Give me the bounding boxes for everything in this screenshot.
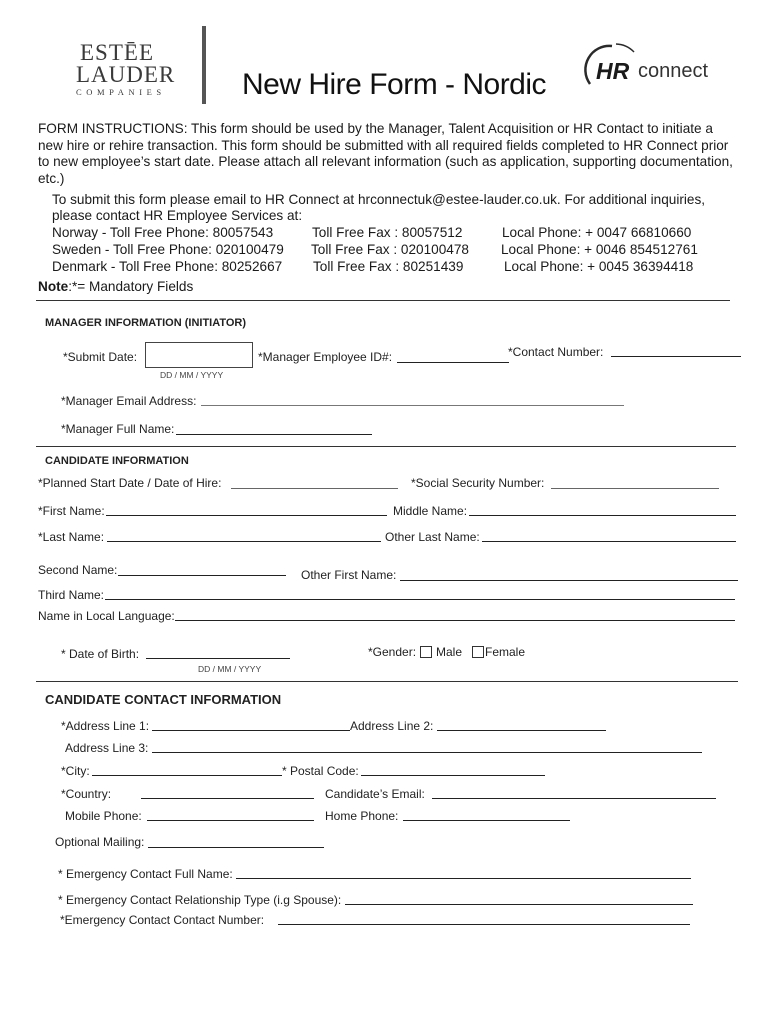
contact-norway: Norway - Toll Free Phone: 80057543 [52, 225, 274, 240]
form-instructions: FORM INSTRUCTIONS: This form should be used by the Manager, Talent Acquisition or HR Contact to initiate a new hire or rehire transaction. This form should be submitted with all required fields completed to HR Connect prior to new employee’s start date. Please attach all relevant information (such as application, supporting documentation, etc.) [38, 121, 733, 187]
local-language-name-field[interactable] [175, 620, 735, 621]
contact-denmark: Denmark - Toll Free Phone: 80252667 [52, 259, 283, 274]
hr-connect-logo [582, 40, 742, 96]
other-last-name-label: Other Last Name: [385, 530, 480, 544]
submit-date-input[interactable] [145, 342, 253, 368]
middle-name-label: Middle Name: [393, 504, 468, 518]
manager-employee-id-field[interactable] [397, 362, 509, 363]
contact-section-title: CANDIDATE CONTACT INFORMATION [45, 692, 282, 707]
candidate-email-label: Candidate’s Email: [325, 787, 425, 801]
local-sweden: Local Phone: + 0046 854512761 [501, 242, 698, 257]
country-field[interactable] [141, 798, 314, 799]
note-text: :*= Mandatory Fields [68, 279, 194, 294]
address-line2-field[interactable] [437, 730, 606, 731]
logo-line-lauder: LAUDER [76, 62, 176, 87]
local-language-name-label: Name in Local Language: [38, 609, 175, 623]
section-divider [36, 300, 730, 301]
date-of-birth-label: * Date of Birth: [61, 647, 140, 661]
submit-date-format: DD / MM / YYYY [160, 370, 224, 380]
candidate-section-title: CANDIDATE INFORMATION [45, 455, 189, 467]
emergency-number-field[interactable] [278, 924, 690, 925]
first-name-field[interactable] [106, 515, 387, 516]
manager-email-label: *Manager Email Address: [61, 394, 197, 408]
mandatory-note [38, 279, 193, 294]
note-label: Note [38, 279, 69, 294]
last-name-field[interactable] [107, 541, 381, 542]
hr-logo-prefix: HR [596, 58, 630, 84]
ssn-field[interactable] [551, 488, 719, 489]
mobile-phone-label: Mobile Phone: [65, 809, 142, 823]
postal-code-field[interactable] [361, 775, 545, 776]
address-line1-label: *Address Line 1: [61, 719, 150, 733]
address-line2-label: Address Line 2: [350, 719, 434, 733]
contact-sweden: Sweden - Toll Free Phone: 020100479 [52, 242, 284, 257]
contact-number-label: *Contact Number: [508, 345, 604, 359]
home-phone-label: Home Phone: [325, 809, 399, 823]
other-first-name-label: Other First Name: [301, 568, 397, 582]
gender-male-checkbox[interactable] [420, 646, 432, 658]
start-date-field[interactable] [231, 488, 398, 489]
header-divider [202, 26, 206, 104]
date-of-birth-field[interactable] [146, 658, 290, 659]
fax-sweden: Toll Free Fax : 020100478 [311, 242, 469, 257]
local-denmark: Local Phone: + 0045 36394418 [504, 259, 694, 274]
other-last-name-field[interactable] [482, 541, 736, 542]
second-name-label: Second Name: [38, 563, 118, 577]
optional-mailing-label: Optional Mailing: [55, 835, 145, 849]
gender-label: *Gender: [368, 645, 417, 659]
date-of-birth-format: DD / MM / YYYY [198, 664, 262, 674]
emergency-name-label: * Emergency Contact Full Name: [58, 867, 233, 881]
manager-full-name-label: *Manager Full Name: [61, 422, 175, 436]
postal-code-label: * Postal Code: [282, 764, 359, 778]
first-name-label: *First Name: [38, 504, 105, 518]
submit-instructions-line2: please contact HR Employee Services at: [52, 208, 303, 223]
fax-norway: Toll Free Fax : 80057512 [312, 225, 463, 240]
address-line1-field[interactable] [152, 730, 350, 731]
submit-date-label: *Submit Date: [63, 350, 138, 364]
gender-female-label: Female [485, 645, 526, 659]
emergency-relationship-field[interactable] [345, 904, 693, 905]
fax-denmark: Toll Free Fax : 80251439 [313, 259, 464, 274]
manager-full-name-field[interactable] [176, 434, 372, 435]
section-divider [36, 446, 736, 447]
logo-line-companies: COMPANIES [76, 87, 166, 97]
page-title: New Hire Form - Nordic [242, 68, 547, 101]
candidate-email-field[interactable] [432, 798, 716, 799]
third-name-label: Third Name: [38, 588, 105, 602]
third-name-field[interactable] [105, 599, 735, 600]
logo-line-estee: ESTĒE [80, 40, 154, 65]
manager-employee-id-label: *Manager Employee ID#: [258, 350, 393, 364]
hr-logo-suffix: connect [638, 60, 709, 82]
gender-female-checkbox[interactable] [472, 646, 484, 658]
home-phone-field[interactable] [403, 820, 570, 821]
city-field[interactable] [92, 775, 282, 776]
start-date-label: *Planned Start Date / Date of Hire: [38, 476, 222, 490]
contact-number-field[interactable] [611, 356, 741, 357]
manager-email-field[interactable] [201, 405, 624, 406]
local-norway: Local Phone: + 0047 66810660 [502, 225, 692, 240]
emergency-relationship-label: * Emergency Contact Relationship Type (i.g Spouse): [58, 893, 342, 907]
submit-instructions-line1: To submit this form please email to HR Connect at hrconnectuk@estee-lauder.co.uk. For additional inquiries, [52, 192, 706, 207]
city-label: *City: [61, 764, 90, 778]
mobile-phone-field[interactable] [147, 820, 314, 821]
manager-section-title: MANAGER INFORMATION (INITIATOR) [45, 317, 247, 329]
address-line3-label: Address Line 3: [65, 741, 149, 755]
emergency-number-label: *Emergency Contact Contact Number: [60, 913, 265, 927]
gender-male-label: Male [436, 645, 463, 659]
country-label: *Country: [61, 787, 112, 801]
emergency-name-field[interactable] [236, 878, 691, 879]
second-name-field[interactable] [118, 575, 286, 576]
other-first-name-field[interactable] [400, 580, 738, 581]
optional-mailing-field[interactable] [148, 847, 324, 848]
ssn-label: *Social Security Number: [411, 476, 545, 490]
last-name-label: *Last Name: [38, 530, 105, 544]
middle-name-field[interactable] [469, 515, 736, 516]
section-divider [36, 681, 738, 682]
address-line3-field[interactable] [152, 752, 702, 753]
